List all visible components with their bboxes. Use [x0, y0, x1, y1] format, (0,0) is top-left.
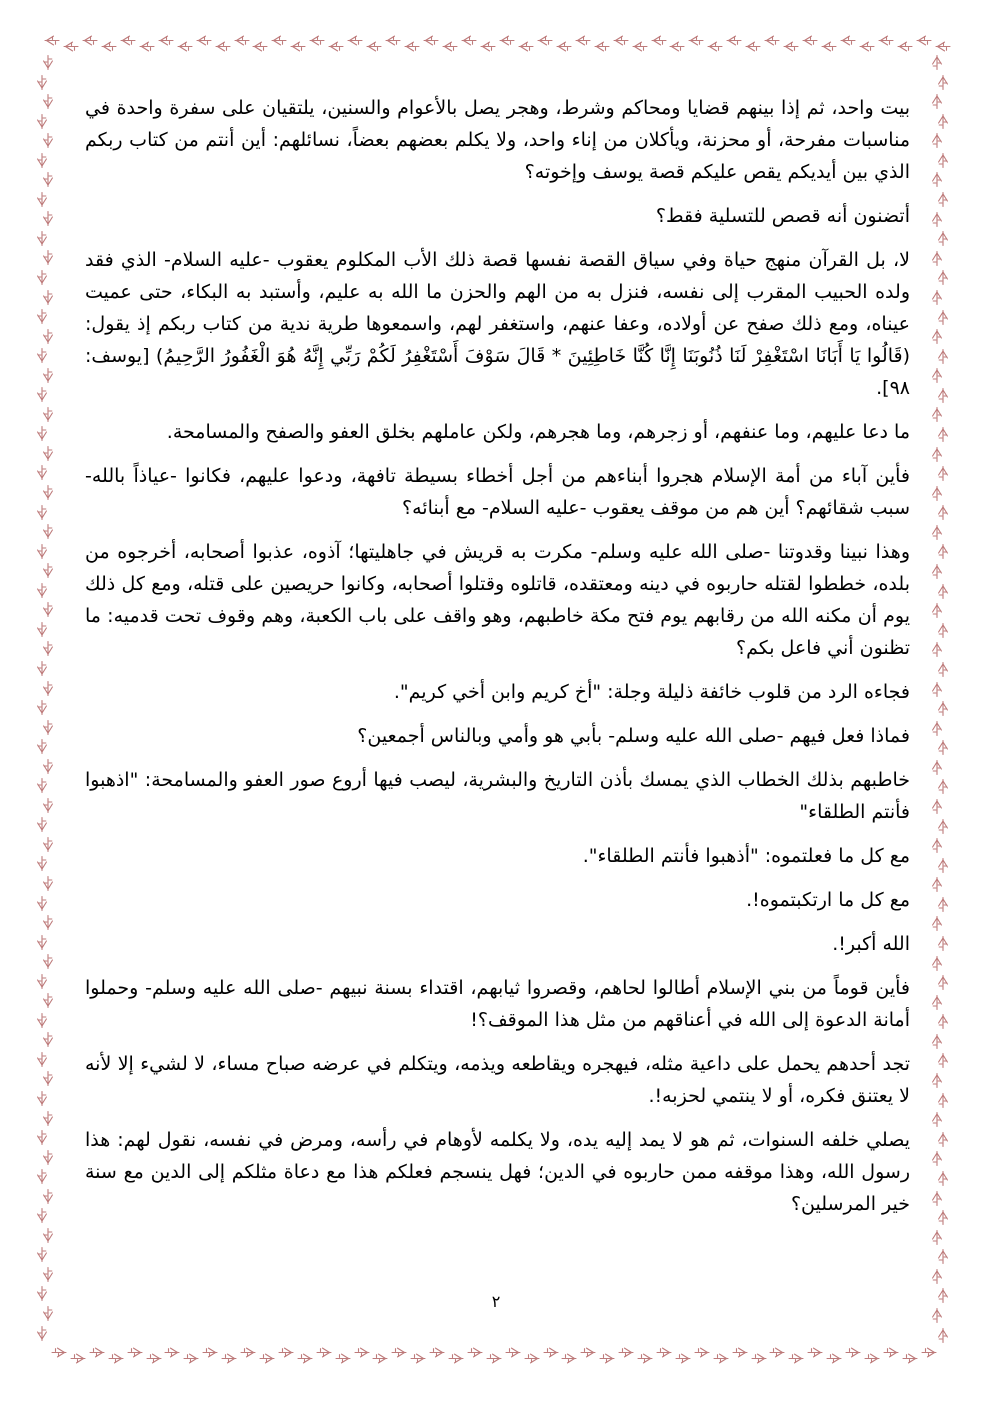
paragraph: بيت واحد، ثم إذا بينهم قضايا ومحاكم وشرط، وهجر يصل بالأعوام والسنين، يلتقيان على سفرة واحدة في مناسبات مفرحة، أو محزنة، ويأكلان من إناء واحد، ولا يكلم بعضهم بعضاً، نسائلهم: أين أنتم من كتاب ربكم الذي بين أيديكم يقص عليكم قصة يوسف وإخوته؟ [85, 97, 910, 183]
arrow-sprig-icon [411, 1350, 425, 1367]
arrow-sprig-icon [595, 38, 609, 55]
arrow-sprig-icon [52, 1344, 66, 1361]
arrow-sprig-icon [35, 230, 49, 247]
arrow-sprig-icon [922, 1344, 936, 1361]
arrow-sprig-icon [930, 485, 944, 502]
arrow-sprig-icon [260, 1350, 274, 1367]
border-left [41, 54, 63, 1342]
arrow-sprig-icon [936, 1013, 950, 1030]
arrow-sprig-icon [216, 38, 230, 55]
arrow-sprig-icon [165, 1344, 179, 1361]
arrow-sprig-icon [35, 660, 49, 677]
arrow-sprig-icon [557, 38, 571, 55]
arrow-sprig-icon [803, 32, 817, 49]
arrow-sprig-icon [936, 935, 950, 952]
paragraph: ما دعا عليهم، وما عنفهم، أو زجرهم، وما هجرهم، ولكن عاملهم بخلق العفو والصفح والمسامحة. [166, 421, 910, 443]
arrow-sprig-icon [936, 152, 950, 169]
arrow-sprig-icon [71, 1350, 85, 1367]
arrow-sprig-icon [538, 32, 552, 49]
arrow-sprig-icon [544, 1344, 558, 1361]
arrow-sprig-icon [936, 1209, 950, 1226]
arrow-sprig-icon [619, 1344, 633, 1361]
arrow-sprig-icon [35, 1246, 49, 1263]
arrow-sprig-icon [752, 1350, 766, 1367]
arrow-sprig-icon [936, 426, 950, 443]
arrow-sprig-icon [197, 32, 211, 49]
paragraph: فماذا فعل فيهم -صلى الله عليه وسلم- بأبي هو وأمي وبالناس أجمعين؟ [357, 725, 910, 747]
arrow-sprig-icon [789, 1350, 803, 1367]
arrow-sprig-icon [41, 836, 55, 853]
arrow-sprig-icon [41, 719, 55, 736]
arrow-sprig-icon [41, 132, 55, 149]
arrow-sprig-icon [930, 1229, 944, 1246]
arrow-sprig-icon [121, 32, 135, 49]
paragraph: تجد أحدهم يحمل على داعية مثله، فيهجره ويقاطعه ويذمه، ويتكلم في عرضه صباح مساء، لا لشيء إلا لأنه لا يعتنق فكره، أو لا ينتمي لحزبه!. [85, 1053, 910, 1107]
arrow-sprig-icon [298, 1350, 312, 1367]
arrow-sprig-icon [279, 1344, 293, 1361]
arrow-sprig-icon [936, 74, 950, 91]
arrow-sprig-icon [147, 1350, 161, 1367]
arrow-sprig-icon [936, 1052, 950, 1069]
arrow-sprig-icon [35, 621, 49, 638]
arrow-sprig-icon [35, 347, 49, 364]
arrow-sprig-icon [35, 816, 49, 833]
arrow-sprig-icon [41, 367, 55, 384]
arrow-sprig-icon [35, 1207, 49, 1224]
arrow-sprig-icon [822, 38, 836, 55]
arrow-sprig-icon [500, 32, 514, 49]
paragraph: خاطبهم بذلك الخطاب الذي يمسك بأذن التاريخ والبشرية، ليصب فيها أروع صور العفو والمسامحة: "اذهبوا فأنتم الطلقاء" [85, 769, 910, 823]
arrow-sprig-icon [449, 1350, 463, 1367]
arrow-sprig-icon [35, 582, 49, 599]
arrow-sprig-icon [936, 1131, 950, 1148]
arrow-sprig-icon [235, 32, 249, 49]
border-right [930, 54, 952, 1344]
arrow-sprig-icon [41, 171, 55, 188]
arrow-sprig-icon [930, 563, 944, 580]
arrow-sprig-icon [765, 32, 779, 49]
arrow-sprig-icon [936, 465, 950, 482]
arrow-sprig-icon [35, 308, 49, 325]
arrow-sprig-icon [35, 855, 49, 872]
arrow-sprig-icon [827, 1350, 841, 1367]
arrow-sprig-icon [128, 1344, 142, 1361]
arrow-sprig-icon [45, 32, 59, 49]
arrow-sprig-icon [770, 1344, 784, 1361]
arrow-sprig-icon [930, 211, 944, 228]
arrow-sprig-icon [930, 524, 944, 541]
arrow-sprig-icon [41, 562, 55, 579]
arrow-sprig-icon [930, 602, 944, 619]
arrow-sprig-icon [936, 661, 950, 678]
arrow-sprig-icon [41, 406, 55, 423]
arrow-sprig-icon [140, 38, 154, 55]
arrow-sprig-icon [600, 1350, 614, 1367]
arrow-sprig-icon [841, 32, 855, 49]
arrow-sprig-icon [930, 955, 944, 972]
arrow-sprig-icon [930, 171, 944, 188]
arrow-sprig-icon [392, 1344, 406, 1361]
arrow-sprig-icon [317, 1344, 331, 1361]
arrow-sprig-icon [184, 1350, 198, 1367]
arrow-sprig-icon [865, 1350, 879, 1367]
arrow-sprig-icon [178, 38, 192, 55]
arrow-sprig-icon [936, 974, 950, 991]
arrow-sprig-icon [468, 1344, 482, 1361]
arrow-sprig-icon [670, 38, 684, 55]
arrow-sprig-icon [936, 113, 950, 130]
arrow-sprig-icon [930, 93, 944, 110]
paragraph: فجاءه الرد من قلوب خائفة ذليلة وجلة: "أخ كريم وابن أخي كريم". [393, 681, 910, 703]
arrow-sprig-icon [936, 230, 950, 247]
arrow-sprig-icon [930, 798, 944, 815]
arrow-sprig-icon [35, 934, 49, 951]
arrow-sprig-icon [35, 1051, 49, 1068]
arrow-sprig-icon [930, 54, 944, 71]
arrow-sprig-icon [35, 504, 49, 521]
arrow-sprig-icon [633, 38, 647, 55]
arrow-sprig-icon [35, 1012, 49, 1029]
arrow-sprig-icon [386, 32, 400, 49]
page-body-text [85, 92, 910, 1232]
arrow-sprig-icon [35, 543, 49, 560]
arrow-sprig-icon [936, 778, 950, 795]
arrow-sprig-icon [487, 1350, 501, 1367]
arrow-sprig-icon [241, 1344, 255, 1361]
arrow-sprig-icon [481, 38, 495, 55]
arrow-sprig-icon [41, 54, 55, 71]
arrow-sprig-icon [35, 425, 49, 442]
arrow-sprig-icon [936, 1248, 950, 1265]
arrow-sprig-icon [253, 38, 267, 55]
arrow-sprig-icon [35, 464, 49, 481]
arrow-sprig-icon [930, 289, 944, 306]
arrow-sprig-icon [689, 32, 703, 49]
arrow-sprig-icon [930, 1111, 944, 1128]
arrow-sprig-icon [930, 1190, 944, 1207]
arrow-sprig-icon [310, 32, 324, 49]
arrow-sprig-icon [41, 1031, 55, 1048]
arrow-sprig-icon [41, 875, 55, 892]
arrow-sprig-icon [930, 250, 944, 267]
arrow-sprig-icon [695, 1344, 709, 1361]
arrow-sprig-icon [41, 1149, 55, 1166]
arrow-sprig-icon [936, 504, 950, 521]
arrow-sprig-icon [884, 1344, 898, 1361]
arrow-sprig-icon [708, 38, 722, 55]
arrow-sprig-icon [35, 191, 49, 208]
arrow-sprig-icon [405, 38, 419, 55]
arrow-sprig-icon [41, 797, 55, 814]
arrow-sprig-icon [930, 1033, 944, 1050]
paragraph: يصلي خلفه السنوات، ثم هو لا يمد إليه يده، ولا يكلمه لأوهام في رأسه، ومرض في نفسه، نقول لهم: هذا رسول الله، وهذا موقفه ممن حاربوه في الدين؛ فهل ينسجم فعلكم هذا مع دعاة مثلكم إلى الدين مع سنة خير المرسلين؟ [85, 1129, 910, 1215]
arrow-sprig-icon [860, 38, 874, 55]
arrow-sprig-icon [936, 896, 950, 913]
arrow-sprig-icon [930, 132, 944, 149]
arrow-sprig-icon [41, 93, 55, 110]
arrow-sprig-icon [808, 1344, 822, 1361]
arrow-sprig-icon [846, 1344, 860, 1361]
arrow-sprig-icon [733, 1344, 747, 1361]
arrow-sprig-icon [562, 1350, 576, 1367]
arrow-sprig-icon [638, 1350, 652, 1367]
arrow-sprig-icon [41, 601, 55, 618]
arrow-sprig-icon [41, 1110, 55, 1127]
arrow-sprig-icon [519, 38, 533, 55]
arrow-sprig-icon [41, 1266, 55, 1283]
paragraph: فأين آباء من أمة الإسلام هجروا أبناءهم من أجل أخطاء بسيطة تافهة، ودعوا عليهم، فكانوا -عياذاً بالله- سبب شقائهم؟ أين هم من موقف يعقوب -عليه السلام- مع أبنائه؟ [85, 465, 910, 519]
arrow-sprig-icon [373, 1350, 387, 1367]
arrow-sprig-icon [41, 328, 55, 345]
arrow-sprig-icon [443, 38, 457, 55]
arrow-sprig-icon [506, 1344, 520, 1361]
arrow-sprig-icon [35, 895, 49, 912]
arrow-sprig-icon [430, 1344, 444, 1361]
paragraph: الله أكبر!. [832, 933, 910, 955]
arrow-sprig-icon [41, 484, 55, 501]
arrow-sprig-icon [903, 1350, 917, 1367]
arrow-sprig-icon [930, 994, 944, 1011]
arrow-sprig-icon [525, 1350, 539, 1367]
arrow-sprig-icon [727, 32, 741, 49]
arrow-sprig-icon [930, 759, 944, 776]
arrow-sprig-icon [930, 1268, 944, 1285]
arrow-sprig-icon [109, 1350, 123, 1367]
arrow-sprig-icon [367, 38, 381, 55]
arrow-sprig-icon [936, 583, 950, 600]
arrow-sprig-icon [35, 113, 49, 130]
arrow-sprig-icon [930, 328, 944, 345]
arrow-sprig-icon [41, 953, 55, 970]
arrow-sprig-icon [936, 1092, 950, 1109]
arrow-sprig-icon [930, 1150, 944, 1167]
border-top [45, 32, 950, 54]
arrow-sprig-icon [936, 348, 950, 365]
arrow-sprig-icon [35, 74, 49, 91]
arrow-sprig-icon [35, 1168, 49, 1185]
arrow-sprig-icon [930, 681, 944, 698]
arrow-sprig-icon [614, 32, 628, 49]
arrow-sprig-icon [930, 876, 944, 893]
arrow-sprig-icon [159, 32, 173, 49]
arrow-sprig-icon [930, 915, 944, 932]
paragraph: وهذا نبينا وقدوتنا -صلى الله عليه وسلم- مكرت به قريش في جاهليتها؛ آذوه، عذبوا أصحابه، أخرجوه من بلده، خططوا لقتله حاربوه في دينه ومعتقده، قاتلوه وقتلوا أصحابه، وكانوا حريصين على قتله، ومع كل ذلك يوم أن مكنه الله من رقابهم يوم فتح مكة خاطبهم، وهو واقف على باب الكعبة، وهم وقوف تحت قدميه: ما تظنون أني فاعل بكم؟ [85, 541, 910, 659]
arrow-sprig-icon [676, 1350, 690, 1367]
arrow-sprig-icon [898, 38, 912, 55]
arrow-sprig-icon [35, 1129, 49, 1146]
arrow-sprig-icon [581, 1344, 595, 1361]
arrow-sprig-icon [784, 38, 798, 55]
arrow-sprig-icon [348, 32, 362, 49]
arrow-sprig-icon [41, 680, 55, 697]
arrow-sprig-icon [936, 543, 950, 560]
arrow-sprig-icon [936, 191, 950, 208]
paragraph: مع كل ما فعلتموه: "أذهبوا فأنتم الطلقاء". [582, 845, 910, 867]
arrow-sprig-icon [35, 152, 49, 169]
arrow-sprig-icon [41, 289, 55, 306]
arrow-sprig-icon [35, 738, 49, 755]
arrow-sprig-icon [41, 210, 55, 227]
arrow-sprig-icon [936, 309, 950, 326]
arrow-sprig-icon [936, 269, 950, 286]
arrow-sprig-icon [35, 777, 49, 794]
arrow-sprig-icon [35, 269, 49, 286]
arrow-sprig-icon [576, 32, 590, 49]
arrow-sprig-icon [41, 249, 55, 266]
arrow-sprig-icon [930, 1072, 944, 1089]
arrow-sprig-icon [652, 32, 666, 49]
arrow-sprig-icon [41, 992, 55, 1009]
arrow-sprig-icon [936, 1170, 950, 1187]
arrow-sprig-icon [41, 1188, 55, 1205]
arrow-sprig-icon [41, 1070, 55, 1087]
arrow-sprig-icon [930, 406, 944, 423]
arrow-sprig-icon [930, 720, 944, 737]
arrow-sprig-icon [41, 758, 55, 775]
arrow-sprig-icon [222, 1350, 236, 1367]
arrow-sprig-icon [936, 1327, 950, 1344]
arrow-sprig-icon [936, 622, 950, 639]
paragraph: فأين قوماً من بني الإسلام أطالوا لحاهم، وقصروا ثيابهم، اقتداء بسنة نبيهم -صلى الله عليه وسلم- وحملوا أمانة الدعوة إلى الله في أعناقهم من مثل هذا الموقف؟! [85, 977, 910, 1031]
arrow-sprig-icon [930, 641, 944, 658]
arrow-sprig-icon [657, 1344, 671, 1361]
arrow-sprig-icon [83, 32, 97, 49]
arrow-sprig-icon [41, 523, 55, 540]
arrow-sprig-icon [35, 699, 49, 716]
arrow-sprig-icon [41, 445, 55, 462]
arrow-sprig-icon [272, 32, 286, 49]
arrow-sprig-icon [35, 1090, 49, 1107]
arrow-sprig-icon [329, 38, 343, 55]
arrow-sprig-icon [917, 32, 931, 49]
arrow-sprig-icon [936, 387, 950, 404]
arrow-sprig-icon [936, 700, 950, 717]
arrow-sprig-icon [936, 739, 950, 756]
arrow-sprig-icon [102, 38, 116, 55]
paragraph: لا، بل القرآن منهج حياة وفي سياق القصة نفسها قصة ذلك الأب المكلوم يعقوب -عليه السلام- الذي فقد ولده الحبيب المقرب إلى نفسه، فنزل به من الهم والحزن ما الله به عليم، وأستبد به البكاء، حتى عميت عيناه، ومع ذلك صفح عن أولاده، وعفا عنهم، واستغفر لهم، واسمعوها طرية ندية من كتاب ربكم إذ يقول: (قَالُوا يَا أَبَانَا اسْتَغْفِرْ لَنَا ذُنُوبَنَا إِنَّا كُنَّا خَاطِئِينَ * قَالَ سَوْفَ أَسْتَغْفِرُ لَكُمْ رَبِّي إِنَّهُ هُوَ الْغَفُورُ الرَّحِيمُ) [يوسف: ٩٨]. [85, 249, 910, 399]
arrow-sprig-icon [462, 32, 476, 49]
arrow-sprig-icon [930, 837, 944, 854]
arrow-sprig-icon [35, 973, 49, 990]
arrow-sprig-icon [64, 38, 78, 55]
arrow-sprig-icon [424, 32, 438, 49]
arrow-sprig-icon [879, 32, 893, 49]
arrow-sprig-icon [35, 1325, 49, 1342]
arrow-sprig-icon [714, 1350, 728, 1367]
arrow-sprig-icon [746, 38, 760, 55]
arrow-sprig-icon [41, 1227, 55, 1244]
arrow-sprig-icon [930, 367, 944, 384]
arrow-sprig-icon [41, 914, 55, 931]
arrow-sprig-icon [930, 446, 944, 463]
arrow-sprig-icon [203, 1344, 217, 1361]
arrow-sprig-icon [90, 1344, 104, 1361]
arrow-sprig-icon [936, 38, 950, 55]
paragraph: مع كل ما ارتكبتموه!. [746, 889, 910, 911]
border-bottom [52, 1344, 936, 1366]
paragraph: أتضنون أنه قصص للتسلية فقط؟ [655, 205, 910, 227]
arrow-sprig-icon [41, 640, 55, 657]
arrow-sprig-icon [355, 1344, 369, 1361]
arrow-sprig-icon [291, 38, 305, 55]
arrow-sprig-icon [336, 1350, 350, 1367]
arrow-sprig-icon [936, 857, 950, 874]
arrow-sprig-icon [35, 386, 49, 403]
page-number: ٢ [491, 1292, 501, 1311]
arrow-sprig-icon [936, 818, 950, 835]
